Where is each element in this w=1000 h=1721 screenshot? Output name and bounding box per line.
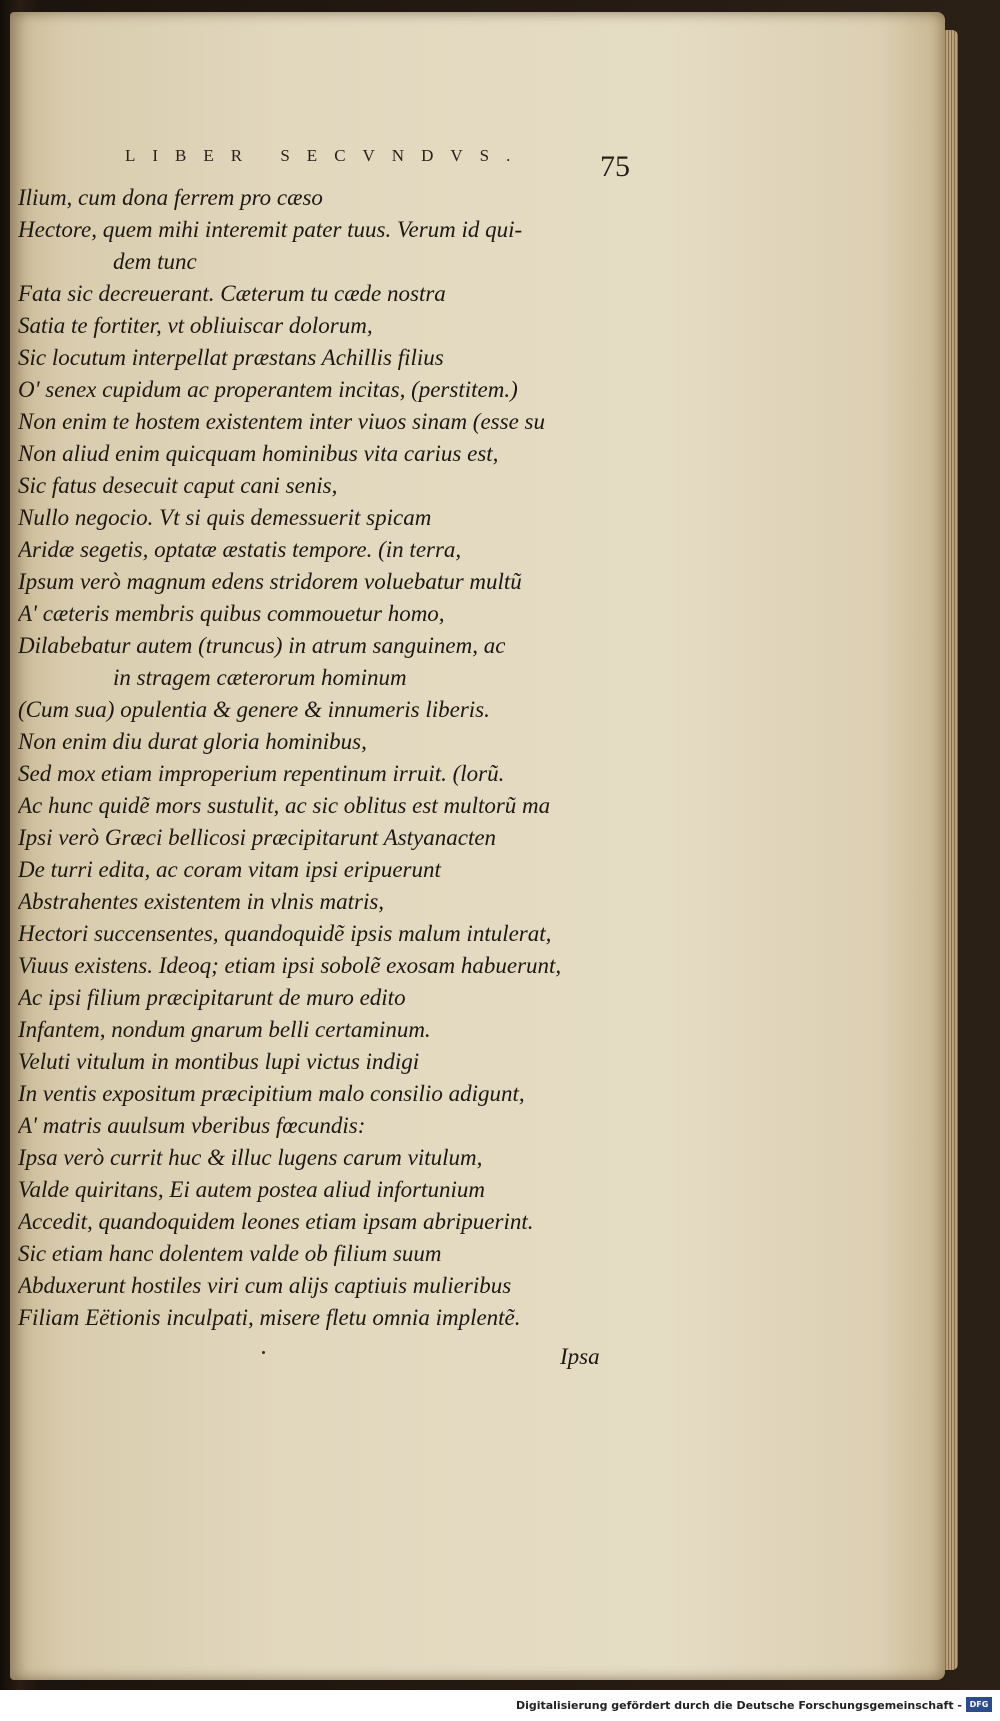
text-line: Ilium, cum dona ferrem pro cæso [18,185,323,210]
text-line: Ac ipsi filium præcipitarunt de muro edito [18,985,406,1010]
text-line: Aridæ segetis, optatæ æstatis tempore. (in terra, [18,537,462,562]
text-line: De turri edita, ac coram vitam ipsi eripuerunt [18,857,441,882]
text-line: Sic fatus desecuit caput cani senis, [18,473,338,498]
text-line: Fata sic decreuerant. Cæterum tu cæde nostra [18,281,446,306]
catchword: Ipsa [560,1344,600,1369]
dfg-logo-icon: DFG [966,1697,992,1712]
text-line: A' matris auulsum vberibus fœcundis: [18,1113,366,1138]
text-line: Ac hunc quidẽ mors sustulit, ac sic oblitus est multorũ ma [18,793,551,818]
text-line: Sed mox etiam improperium repentinum irruit. (lorũ. [18,761,505,786]
text-line: (Cum sua) opulentia & genere & innumeris liberis. [18,697,490,722]
text-line: O' senex cupidum ac properantem incitas, (perstitem.) [18,377,518,402]
text-line: Abstrahentes existentem in vlnis matris, [18,889,385,914]
text-line: dem tunc [113,249,197,274]
page-number: 75 [600,150,630,183]
text-block [18,182,643,1334]
text-line: in stragem cæterorum hominum [113,665,407,690]
text-line: Veluti vitulum in montibus lupi victus indigi [18,1049,420,1074]
text-line: Viuus existens. Ideoq; etiam ipsi sobolẽ exosam habuerunt, [18,953,562,978]
text-line: Non aliud enim quicquam hominibus vita carius est, [18,441,499,466]
text-line: Nullo negocio. Vt si quis demessuerit spicam [18,505,432,530]
text-line: Valde quiritans, Ei autem postea aliud infortunium [18,1177,486,1202]
text-line: Ipsum verò magnum edens stridorem voluebatur multũ [18,569,522,594]
funding-credit: Digitalisierung gefördert durch die Deutsche Forschungsgemeinschaft - [515,1699,962,1712]
text-line: In ventis expositum præcipitium malo consilio adigunt, [18,1081,525,1106]
text-line: Infantem, nondum gnarum belli certaminum. [18,1017,431,1042]
text-line: Filiam Eëtionis inculpati, misere fletu omnia implentẽ. [18,1305,521,1330]
text-line: Non enim diu durat gloria hominibus, [18,729,367,754]
text-line: Accedit, quandoquidem leones etiam ipsam abripuerint. [18,1209,534,1234]
text-line: Abduxerunt hostiles viri cum alijs captiuis mulieribus [18,1273,512,1298]
text-line: Hectori succensentes, quandoquidẽ ipsis malum intulerat, [18,921,552,946]
ink-speck [262,1351,265,1354]
text-line: Dilabebatur autem (truncus) in atrum sanguinem, ac [18,633,506,658]
text-line: Sic locutum interpellat præstans Achillis filius [18,345,444,370]
text-line: Sic etiam hanc dolentem valde ob filium suum [18,1241,442,1266]
text-line: A' cæteris membris quibus commouetur homo, [18,601,445,626]
text-line: Ipsi verò Græci bellicosi præcipitarunt Astyanacten [18,825,497,850]
text-line: Ipsa verò currit huc & illuc lugens carum vitulum, [18,1145,483,1170]
text-line: Hectore, quem mihi interemit pater tuus. Verum id qui- [18,217,523,242]
running-title: LIBER SECVNDVS. [125,146,528,165]
text-line: Satia te fortiter, vt obliuiscar dolorum, [18,313,373,338]
text-line: Non enim te hostem existentem inter viuos sinam (esse su [18,409,545,434]
